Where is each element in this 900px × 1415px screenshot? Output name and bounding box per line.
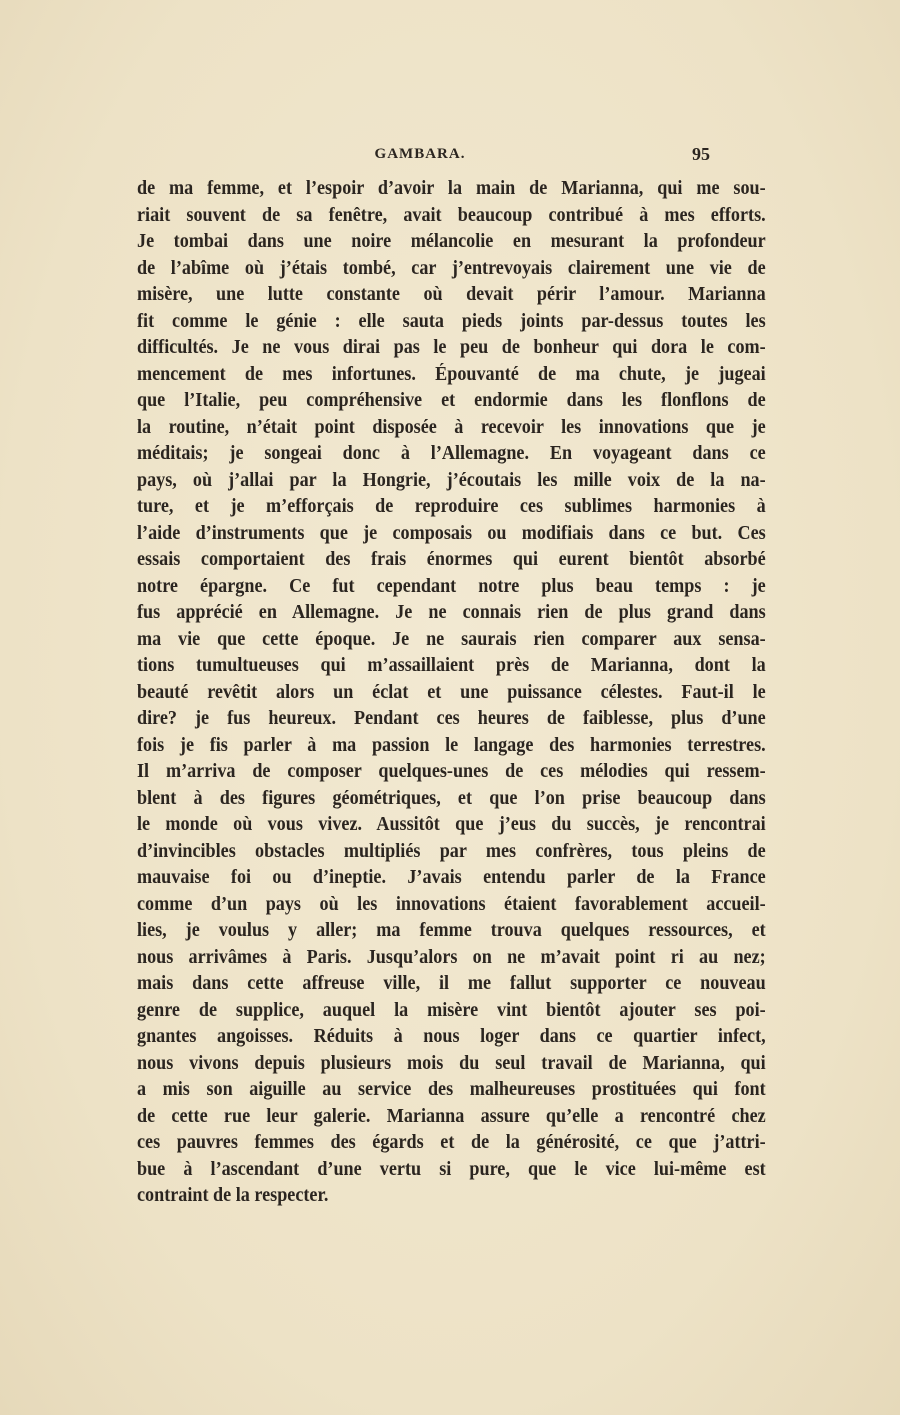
text-line: gnantes angoisses. Réduits à nous loger dans ce quartier infect, [137,1026,766,1047]
running-title: GAMBARA. [374,146,466,162]
text-line: comme d’un pays où les innovations étaient favorablement accueil- [137,893,766,915]
text-line: de ma femme, et l’espoir d’avoir la main de Marianna, qui me sou- [137,178,766,199]
text-line: l’aide d’instruments que je composais ou modifiais dans ce but. Ces [137,522,766,544]
text-line: Je tombai dans une noire mélancolie en mesurant la profondeur [137,231,766,252]
text-line: dire? je fus heureux. Pendant ces heures de faiblesse, plus d’une [137,708,766,729]
text-line: tions tumultueuses qui m’assaillaient près de Marianna, dont la [137,655,766,676]
text-line: nous vivons depuis plusieurs mois du seul travail de Marianna, qui [137,1052,766,1074]
body-text [137,176,766,1210]
text-line: que l’Italie, peu compréhensive et endormie dans les flonflons de [137,390,766,411]
text-line: fit comme le génie : elle sauta pieds joints par-dessus toutes les [137,310,766,332]
text-line: le monde où vous vivez. Aussitôt que j’eus du succès, je rencontrai [137,814,766,835]
text-line: nous arrivâmes à Paris. Jusqu’alors on ne m’avait point ri au nez; [137,946,766,968]
text-line: mencement de mes infortunes. Épouvanté de ma chute, je jugeai [137,363,766,385]
text-line: genre de supplice, auquel la misère vint bientôt ajouter ses poi- [137,999,766,1021]
text-line: contraint de la respecter. [137,1185,329,1206]
text-line: de cette rue leur galerie. Marianna assure qu’elle a rencontré chez [137,1105,766,1127]
text-line: misère, une lutte constante où devait périr l’amour. Marianna [137,284,766,305]
text-line: mais dans cette affreuse ville, il me fallut supporter ce nouveau [137,973,766,994]
text-line: blent à des figures géométriques, et que l’on prise beaucoup dans [137,787,766,809]
text-line: de l’abîme où j’étais tombé, car j’entrevoyais clairement une vie de [137,257,766,279]
text-line: beauté revêtit alors un éclat et une puissance célestes. Faut-il le [137,681,766,703]
text-line: a mis son aiguille au service des malheureuses prostituées qui font [137,1079,766,1100]
text-line: fois je fis parler à ma passion le langage des harmonies terrestres. [137,734,766,756]
text-line: ces pauvres femmes des égards et de la générosité, ce que j’attri- [137,1132,766,1153]
text-line: Il m’arriva de composer quelques-unes de ces mélodies qui ressem- [137,761,766,782]
text-line: fus apprécié en Allemagne. Je ne connais rien de plus grand dans [137,602,766,623]
text-line: essais comportaient des frais énormes qui eurent bientôt absorbé [137,549,766,570]
text-line: pays, où j’allai par la Hongrie, j’écoutais les mille voix de la na- [137,469,766,491]
text-line: ma vie que cette époque. Je ne saurais rien comparer aux sensa- [137,628,766,650]
page-number: 95 [692,144,710,164]
text-line: la routine, n’était point disposée à recevoir les innovations que je [137,416,766,438]
text-line: méditais; je songeai donc à l’Allemagne. En voyageant dans ce [137,443,766,464]
text-line: notre épargne. Ce fut cependant notre plus beau temps : je [137,575,766,597]
text-line: mauvaise foi ou d’ineptie. J’avais entendu parler de la France [137,867,766,888]
text-line: bue à l’ascendant d’une vertu si pure, que le vice lui-même est [137,1158,766,1180]
text-line: difficultés. Je ne vous dirai pas le peu de bonheur qui dora le com- [137,337,766,358]
text-line: lies, je voulus y aller; ma femme trouva quelques ressources, et [137,920,766,941]
text-line: ture, et je m’efforçais de reproduire ces sublimes harmonies à [137,496,766,517]
text-line: d’invincibles obstacles multipliés par mes confrères, tous pleins de [137,840,766,862]
text-line: riait souvent de sa fenêtre, avait beaucoup contribué à mes efforts. [137,204,766,226]
